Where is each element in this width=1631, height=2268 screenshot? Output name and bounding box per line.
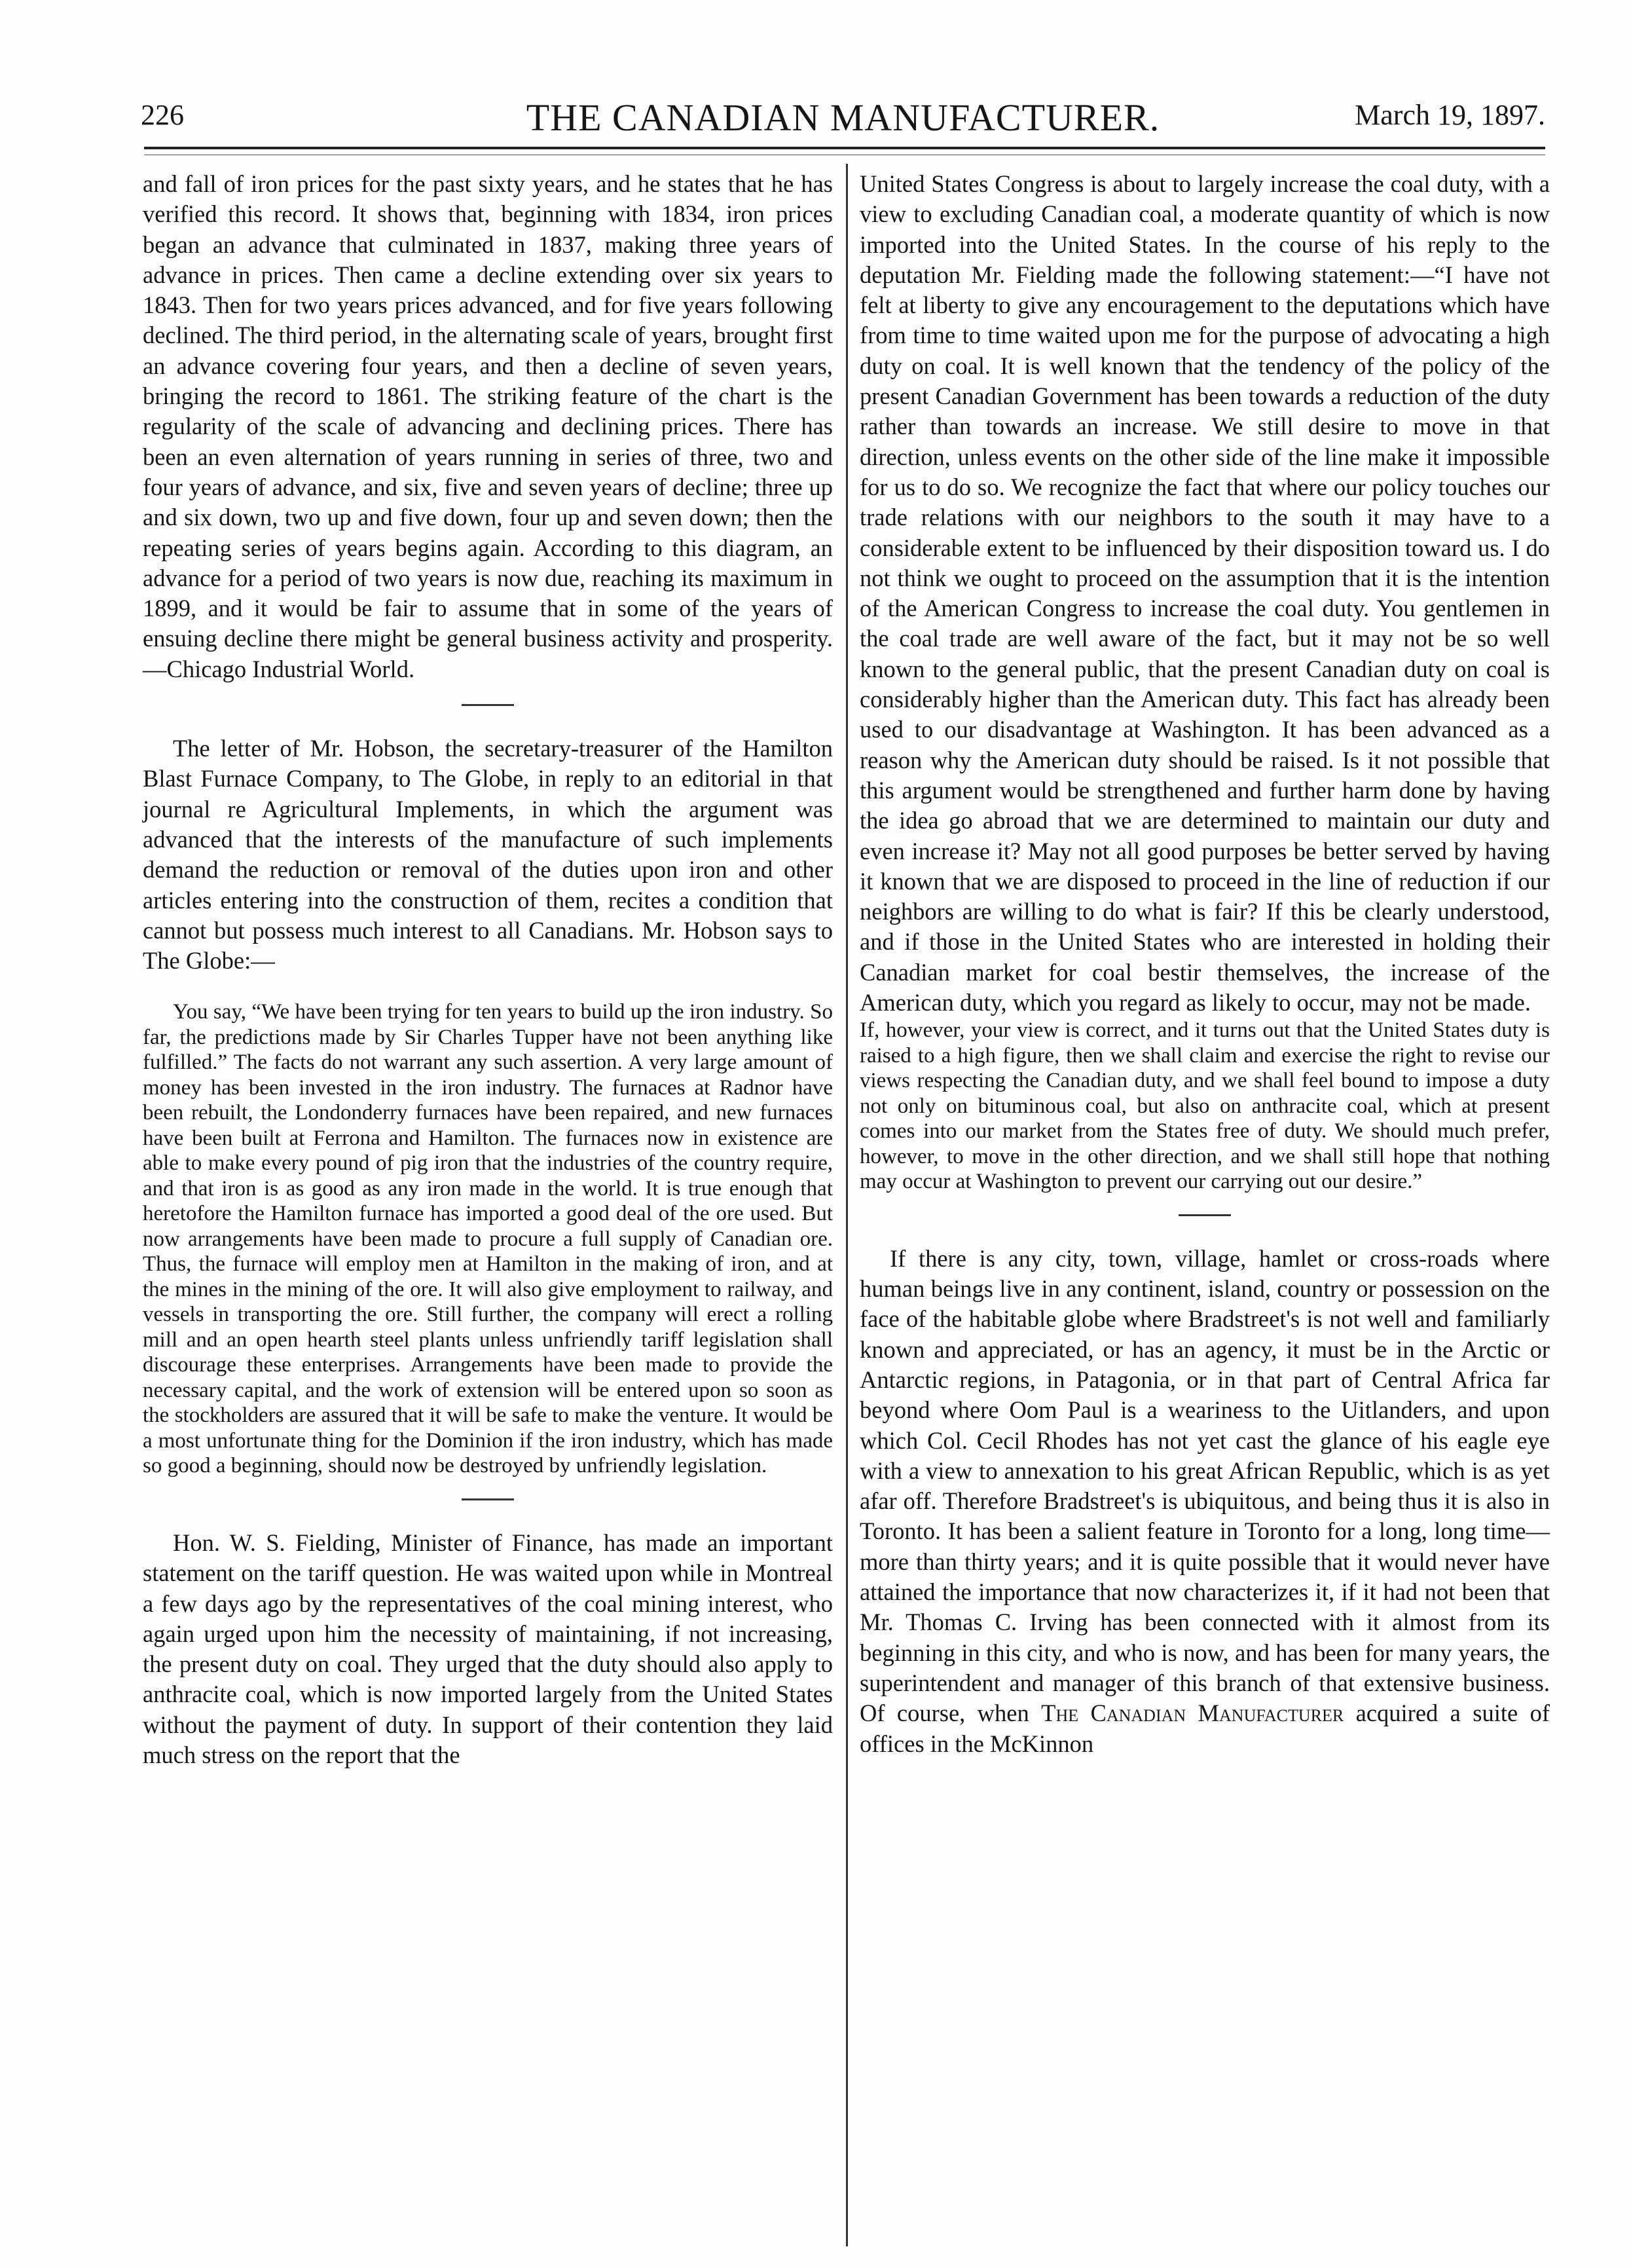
paragraph-fielding: Hon. W. S. Fielding, Minister of Finance, has made an important statement on the tariff question. He was waited upon while in Montreal a few days ago by the representatives of the coal mining interest, who again urged upon him the necessity of maintaining, if not increasing, the present duty on coal. They urged that the duty should also apply to anthracite coal, which is now imported largely from the United States without the payment of duty. In support of their contention they laid much stress on the report that the (143, 1529, 833, 1768)
paragraph-fielding-continued: United States Congress is about to largely increase the coal duty, with a view to excluding Canadian coal, a moderate quantity of which is now imported into the United States. In the course of his reply to the deputation Mr. Fielding made the following statement:—“I have not felt at liberty to give any encouragement to the deputations which have from time to time waited upon me for the purpose of advocating a high duty on coal. It is well known that the tendency of the policy of the present Canadian Government has been towards a reduction of the duty rather than towards an increase. We still desire to move in that direction, unless events on the other side of the line make it impossible for us to do so. We recognize the fact that where our policy touches our trade relations with our neighbors to the south it may have to a considerable extent to be influenced by their disposition toward us. I do not think we ought to proceed on the assumption that it is the intention of the American Congress to increase the coal duty. You gentlemen in the coal trade are well aware of the fact, but it may not be so well known to the general public, that the present Canadian duty on coal is considerably higher than the American duty. This fact has already been used to our disadvantage at Washington. It has been advanced as a reason why the American duty should be raised. Is it not possible that this argument would be strengthened and further harm done by having the idea go abroad that we are determined to maintain our duty and even increase it? May not all good purposes be better served by having it known that we are disposed to proceed in the line of reduction if our neighbors are willing to do what is fair? If this be clearly understood, and if those in the United States who are interested in holding their Canadian market for coal bestir themselves, the increase of the American duty, which you regard as likely to occur, may not be made. (860, 170, 1550, 1016)
right-column (860, 169, 1550, 1759)
paragraph-bradstreets (860, 1244, 1550, 1759)
page-number: 226 (141, 99, 184, 131)
paragraph-hobson-letter: The letter of Mr. Hobson, the secretary-treasurer of the Hamilton Blast Furnace Company, to The Globe, in reply to an editorial in that journal re Agricultural Implements, in which the argument was advanced that the interests of the manufacture of such implements demand the reduction or removal of the duties upon iron and other articles entering into the construction of them, recites a condition that cannot but possess much interest to all Canadians. Mr. Hobson says to The Globe:— (143, 735, 833, 975)
quoted-statement: If, however, your view is correct, and it turns out that the United States duty is raised to a high figure, then we shall claim and exercise the right to revise our views respecting the Canadian duty, and we shall feel bound to impose a duty not only on bituminous coal, but also on anthracite coal, which at present comes into our market from the States free of duty. We should much prefer, however, to move in the other direction, and we shall still hope that nothing may occur at Washington to prevent our carrying out our desire.” (860, 1018, 1550, 1194)
publication-title: THE CANADIAN MANUFACTURER. (526, 96, 1160, 139)
page-header (141, 98, 1545, 144)
section-separator (462, 704, 514, 706)
quoted-letter: You say, “We have been trying for ten years to build up the iron industry. So far, the predictions made by Sir Charles Tupper have not been anything like fulfilled.” The facts do not warrant any such assertion. A very large amount of money has been invested in the iron industry. The furnaces at Radnor have been rebuilt, the Londonderry furnaces have been repaired, and new furnaces have been built at Ferrona and Hamilton. The furnaces now in existence are able to make every pound of pig iron that the industries of the country require, and that iron is as good as any iron made in the world. It is true enough that heretofore the Hamilton furnace has imported a good deal of the ore used. But now arrangements have been made to procure a full supply of Canadian ore. Thus, the furnace will employ men at Hamilton in the making of iron, and at the mines in the mining of the ore. It will also give employment to railway, and vessels in transporting the ore. Still further, the company will erect a rolling mill and an open hearth steel plants unless unfriendly tariff legislation shall discourage these enterprises. Arrangements have been made to provide the necessary capital, and the work of extension will be entered upon so soon as the stockholders are assured that it will be safe to make the venture. It would be a most unfortunate thing for the Dominion if the iron industry, which has made so good a beginning, should now be destroyed by unfriendly legislation. (143, 1000, 833, 1478)
section-separator (1179, 1214, 1231, 1216)
bradstreets-text: If there is any city, town, village, hamlet or cross-roads where human beings live in any continent, island, country or possession on the face of the habitable globe where Bradstreet's is not well and familiarly known and appreciated, or has an agency, it must be in the Arctic or Antarctic regions, in Patagonia, or in that part of Central Africa far beyond where Oom Paul is a weariness to the Uitlanders, and upon which Col. Cecil Rhodes has not yet cast the glance of his eagle eye with a view to annexation to his great African Republic, which is as yet afar off. Therefore Bradstreet's is ubiquitous, and being thus it is also in Toronto. It has been a salient feature in Toronto for a long, long time—more than thirty years; and it is quite possible that it would never have attained the importance that now characterizes it, if it had not been that Mr. Thomas C. Irving has been connected with it almost from its beginning in this city, and who is now, and has been for many years, the superintendent and manager of this branch of that extensive business. Of course, when (860, 1244, 1550, 1727)
issue-date: March 19, 1897. (1355, 99, 1545, 131)
header-rule (144, 147, 1545, 149)
column-divider (846, 164, 848, 2246)
section-separator (462, 1498, 514, 1500)
paragraph-iron-prices: and fall of iron prices for the past sixty years, and he states that he has verified this record. It shows that, beginning with 1834, iron prices began an advance that culminated in 1837, making three years of advance in prices. Then came a decline extending over six years to 1843. Then for two years prices advanced, and for five years following declined. The third period, in the alternating scale of years, brought first an advance covering four years, and then a decline of seven years, bringing the record to 1861. The striking feature of the chart is the regularity of the scale of advancing and declining prices. There has been an even alternation of years running in series of three, two and four years of advance, and six, five and seven years of decline; three up and six down, two up and five down, four up and seven down; then the repeating series of years begins again. According to this diagram, an advance for a period of two years is now due, reaching its maximum in 1899, and it would be fair to assume that in some of the years of ensuing decline there might be general business activity and prosperity.—Chicago Industrial World. (143, 170, 833, 682)
left-column (143, 169, 833, 1770)
publication-name-smallcaps: The Canadian Manufacturer (1041, 1700, 1344, 1727)
bradstreets-tail: acquired a suite of offices in the McKinnon (860, 1700, 1550, 1757)
